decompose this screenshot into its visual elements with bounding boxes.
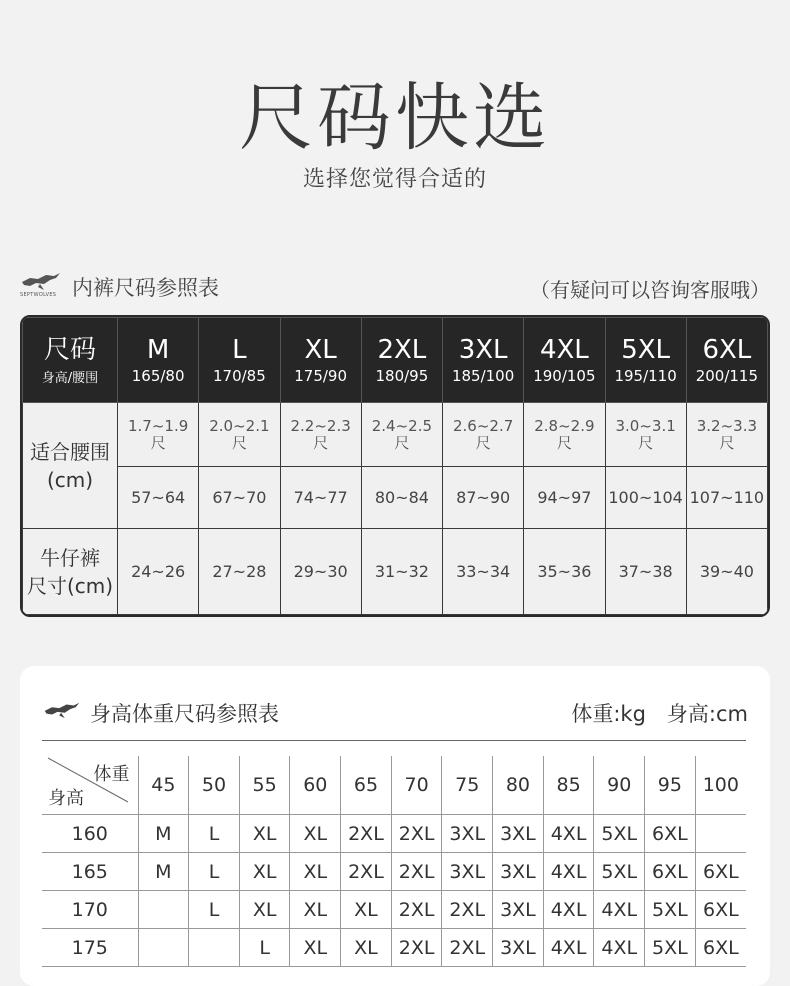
waist-shi-range: 2.2~2.3 <box>290 416 351 435</box>
corner-height-label: 身高 <box>48 788 84 809</box>
size-cell: L <box>189 853 240 891</box>
size-cell: 6XL <box>695 891 746 929</box>
height-cell: 160 <box>42 815 138 853</box>
size-cell <box>280 318 361 403</box>
size-cell: 3XL <box>442 853 493 891</box>
jeans-unit-label: 尺寸(cm) <box>26 573 114 598</box>
size-cell: 5XL <box>594 815 645 853</box>
body-waist: 185/100 <box>451 367 515 385</box>
waist-cm-cell: 107~110 <box>686 467 767 529</box>
size-cell: XL <box>290 929 341 967</box>
size-cell: 4XL <box>594 891 645 929</box>
waist-shi-unit: 尺 <box>150 433 166 452</box>
size-cell <box>199 318 280 403</box>
waist-shi-range: 2.4~2.5 <box>371 416 433 435</box>
waist-cm-cell: 74~77 <box>280 467 361 529</box>
logo-text: SEPTWOLVES <box>20 292 57 298</box>
size-header-label-cell <box>23 318 118 403</box>
body-waist: 170/85 <box>212 367 266 385</box>
size-cell: 4XL <box>543 853 594 891</box>
underwear-size-table <box>20 315 770 617</box>
size-cell: XL <box>290 815 341 853</box>
waist-shi-row <box>23 403 768 467</box>
size-cell: M <box>138 815 189 853</box>
size-cell: 6XL <box>645 815 696 853</box>
jeans-label-cell <box>23 529 118 615</box>
size-cell: 3XL <box>493 929 544 967</box>
height-weight-table <box>42 756 746 967</box>
size-label: 6XL <box>702 335 752 365</box>
size-cell: 6XL <box>695 853 746 891</box>
size-cell <box>443 318 524 403</box>
size-cell <box>138 929 189 967</box>
section-title: 内裤尺码参照表 <box>72 276 219 300</box>
body-waist: 200/115 <box>695 367 759 385</box>
waist-shi-range: 1.7~1.9 <box>127 416 189 435</box>
waist-cm-cell: 80~84 <box>361 467 442 529</box>
size-cell: 2XL <box>341 815 392 853</box>
size-cell: 3XL <box>493 815 544 853</box>
size-label: 3XL <box>458 335 508 365</box>
size-cell <box>524 318 605 403</box>
size-cell: 3XL <box>493 891 544 929</box>
size-cell: XL <box>290 853 341 891</box>
size-cell <box>118 318 199 403</box>
body-waist: 165/80 <box>131 367 185 385</box>
waist-cm-cell: 87~90 <box>443 467 524 529</box>
weight-header-cell: 70 <box>391 756 442 815</box>
size-cell: 2XL <box>341 853 392 891</box>
waist-shi-unit: 尺 <box>394 433 410 452</box>
size-label: 5XL <box>621 335 671 365</box>
size-cell: L <box>189 891 240 929</box>
size-cell: XL <box>341 929 392 967</box>
waist-label-cell <box>23 403 118 529</box>
body-waist: 195/110 <box>614 367 677 385</box>
jeans-row <box>23 529 768 615</box>
weight-header-row <box>42 756 746 815</box>
waist-shi-cell <box>524 403 605 467</box>
units-label: 体重:kg 身高:cm <box>571 702 748 726</box>
waist-shi-cell <box>361 403 442 467</box>
jeans-cell: 39~40 <box>686 529 767 615</box>
size-cell: XL <box>239 891 290 929</box>
waist-shi-range: 3.2~3.3 <box>696 416 758 435</box>
waist-shi-unit: 尺 <box>231 433 247 452</box>
size-cell: 6XL <box>645 853 696 891</box>
size-label: XL <box>304 335 337 365</box>
size-cell <box>138 891 189 929</box>
corner-weight-label: 体重 <box>93 764 130 785</box>
waist-shi-cell <box>443 403 524 467</box>
body-waist: 175/90 <box>294 367 348 385</box>
size-header-sub: 身高/腰围 <box>41 370 99 386</box>
jeans-cell: 37~38 <box>605 529 686 615</box>
size-cell: 4XL <box>543 815 594 853</box>
size-cell: M <box>138 853 189 891</box>
size-cell: 2XL <box>442 929 493 967</box>
size-cell <box>361 318 442 403</box>
waist-shi-cell <box>118 403 199 467</box>
waist-shi-cell <box>280 403 361 467</box>
jeans-cell: 31~32 <box>361 529 442 615</box>
size-header-label: 尺码 <box>43 334 96 365</box>
size-header-row <box>23 318 768 403</box>
size-cell: XL <box>239 815 290 853</box>
size-cell: 2XL <box>391 815 442 853</box>
size-cell: 2XL <box>391 891 442 929</box>
waist-shi-range: 3.0~3.1 <box>615 416 676 435</box>
waist-shi-unit: 尺 <box>638 433 654 452</box>
section-note: （有疑问可以咨询客服哦） <box>530 278 770 302</box>
height-cell: 170 <box>42 891 138 929</box>
wolf-logo-icon <box>42 700 84 730</box>
waist-shi-unit: 尺 <box>719 433 735 452</box>
waist-unit-label: (cm) <box>46 467 94 492</box>
size-cell: 3XL <box>442 815 493 853</box>
size-cell: 2XL <box>391 853 442 891</box>
divider <box>42 740 746 741</box>
size-cell: 3XL <box>493 853 544 891</box>
size-cell: 4XL <box>543 891 594 929</box>
waist-label: 适合腰围 <box>30 439 110 464</box>
size-cell: 4XL <box>543 929 594 967</box>
size-cell <box>605 318 686 403</box>
waist-cm-cell: 94~97 <box>524 467 605 529</box>
size-cell: 2XL <box>391 929 442 967</box>
jeans-cell: 27~28 <box>199 529 280 615</box>
underwear-size-header <box>20 270 770 304</box>
height-weight-header <box>42 696 748 728</box>
corner-cell <box>42 756 138 815</box>
jeans-label: 牛仔裤 <box>40 545 100 570</box>
waist-shi-unit: 尺 <box>475 433 491 452</box>
waist-shi-range: 2.6~2.7 <box>452 416 514 435</box>
jeans-cell: 24~26 <box>118 529 199 615</box>
size-cell <box>695 815 746 853</box>
size-cell: L <box>239 929 290 967</box>
size-cell <box>189 929 240 967</box>
size-cell: 2XL <box>442 891 493 929</box>
size-cell: 5XL <box>645 929 696 967</box>
weight-header-cell: 85 <box>543 756 594 815</box>
size-cell: XL <box>341 891 392 929</box>
waist-shi-range: 2.0~2.1 <box>209 416 270 435</box>
height-weight-card <box>20 666 770 986</box>
page-subtitle: 选择您觉得合适的 <box>302 167 487 192</box>
size-cell: 5XL <box>594 853 645 891</box>
weight-header-cell: 55 <box>239 756 290 815</box>
weight-header-cell: 95 <box>645 756 696 815</box>
waist-shi-unit: 尺 <box>556 433 572 452</box>
waist-shi-range: 2.8~2.9 <box>534 416 595 435</box>
wolf-logo-icon <box>20 270 62 300</box>
waist-shi-unit: 尺 <box>313 433 329 452</box>
height-cell: 175 <box>42 929 138 967</box>
waist-cm-cell: 67~70 <box>199 467 280 529</box>
weight-header-cell: 50 <box>189 756 240 815</box>
height-cell: 165 <box>42 853 138 891</box>
waist-cm-cell: 57~64 <box>118 467 199 529</box>
table-row <box>42 815 746 853</box>
size-cell: XL <box>239 853 290 891</box>
waist-shi-cell <box>199 403 280 467</box>
weight-header-cell: 90 <box>594 756 645 815</box>
size-cell: 5XL <box>645 891 696 929</box>
jeans-cell: 35~36 <box>524 529 605 615</box>
size-label: 4XL <box>539 335 589 365</box>
weight-header-cell: 45 <box>138 756 189 815</box>
size-cell: XL <box>290 891 341 929</box>
waist-cm-row <box>23 467 768 529</box>
weight-header-cell: 75 <box>442 756 493 815</box>
table-row <box>42 891 746 929</box>
body-waist: 180/95 <box>375 367 429 385</box>
body-waist: 190/105 <box>533 367 596 385</box>
weight-header-cell: 100 <box>695 756 746 815</box>
size-cell: L <box>189 815 240 853</box>
jeans-cell: 33~34 <box>443 529 524 615</box>
waist-shi-cell <box>686 403 767 467</box>
waist-cm-cell: 100~104 <box>605 467 686 529</box>
weight-header-cell: 60 <box>290 756 341 815</box>
size-label: M <box>146 335 170 365</box>
weight-header-cell: 65 <box>341 756 392 815</box>
table-row <box>42 853 746 891</box>
table-row <box>42 929 746 967</box>
size-cell: 6XL <box>695 929 746 967</box>
size-label: 2XL <box>377 335 427 365</box>
waist-shi-cell <box>605 403 686 467</box>
page-title: 尺码快选 <box>239 75 551 161</box>
section-title: 身高体重尺码参照表 <box>90 702 279 726</box>
size-cell <box>686 318 767 403</box>
size-label: L <box>232 335 247 365</box>
size-cell: 4XL <box>594 929 645 967</box>
jeans-cell: 29~30 <box>280 529 361 615</box>
weight-header-cell: 80 <box>493 756 544 815</box>
